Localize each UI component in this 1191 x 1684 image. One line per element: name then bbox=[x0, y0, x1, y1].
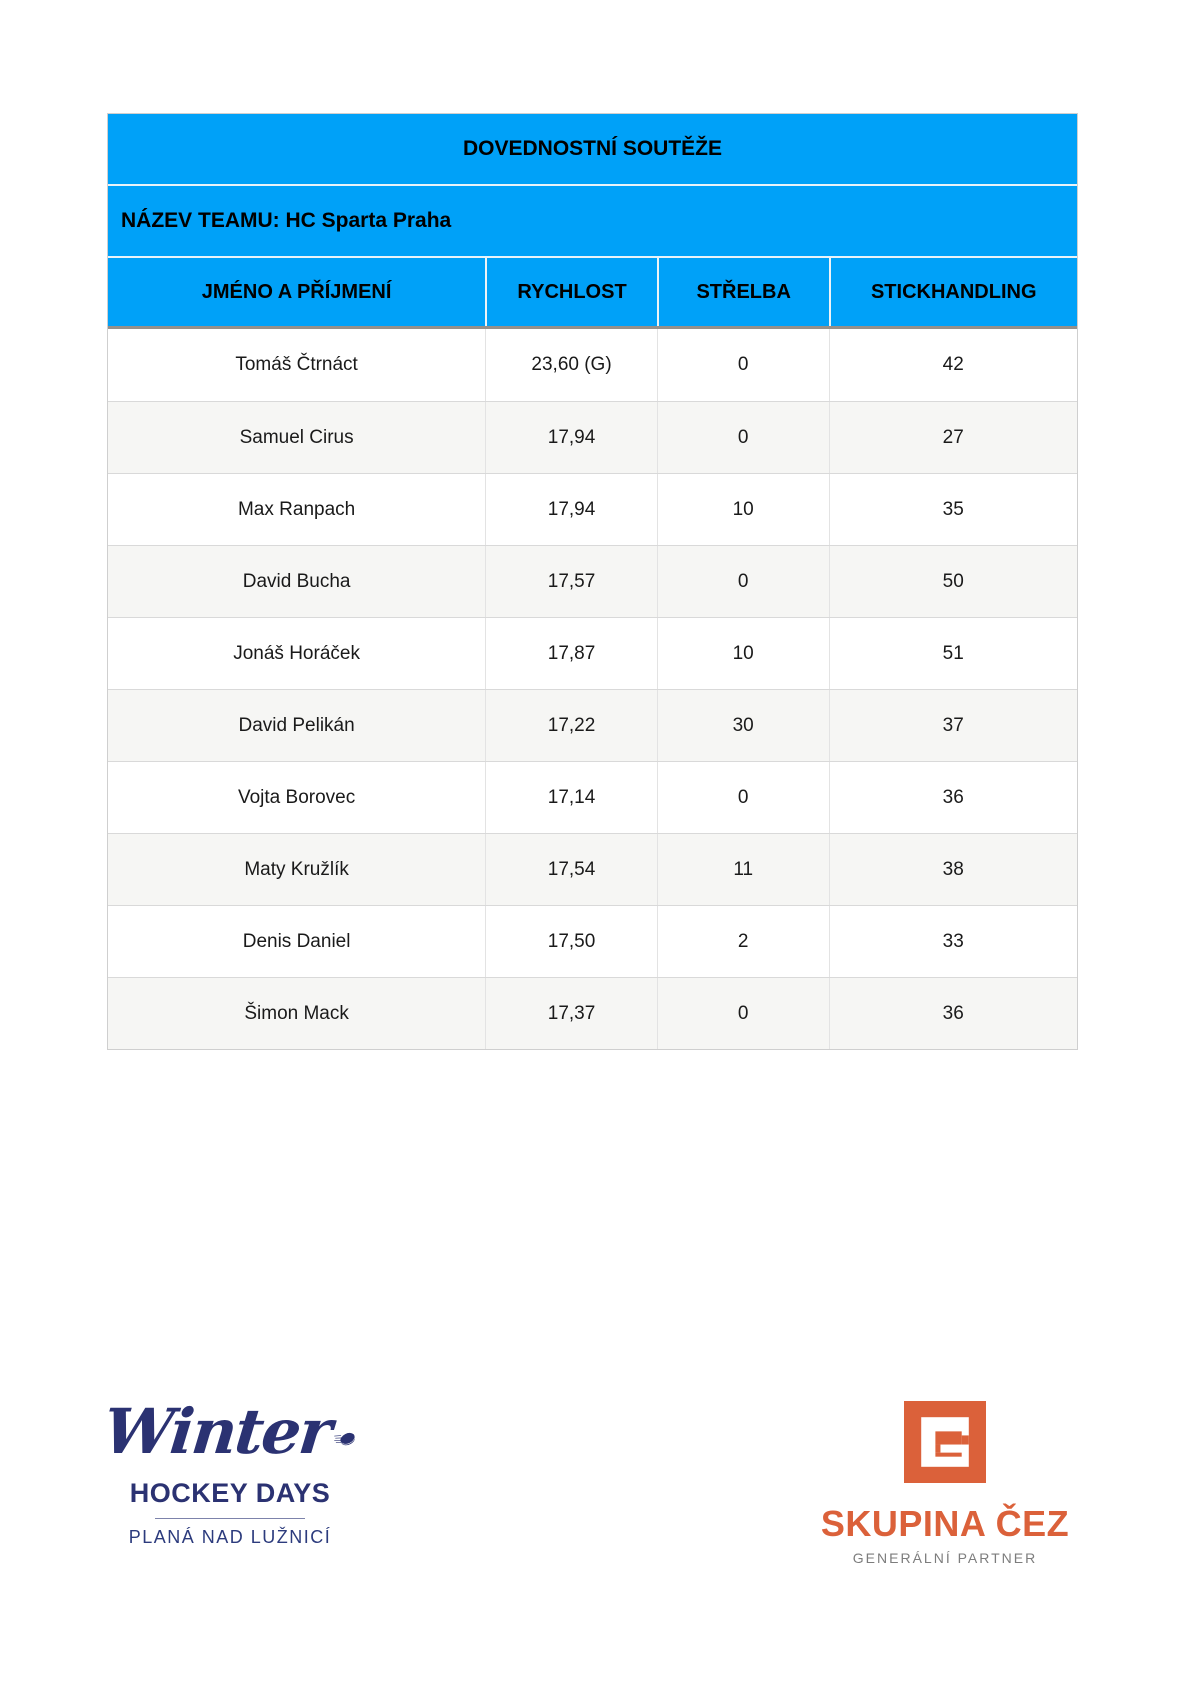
shooting-cell: 0 bbox=[657, 546, 829, 617]
column-header-speed: RYCHLOST bbox=[485, 258, 657, 326]
stickhandling-cell: 36 bbox=[829, 762, 1077, 833]
shooting-cell: 0 bbox=[657, 402, 829, 473]
player-name-cell: Šimon Mack bbox=[244, 1002, 349, 1024]
table-row bbox=[108, 905, 1077, 977]
stickhandling-cell: 36 bbox=[829, 978, 1077, 1049]
shooting-cell: 10 bbox=[657, 474, 829, 545]
plana-nad-luznici-text: PLANÁ NAD LUŽNICÍ bbox=[128, 1527, 332, 1547]
stickhandling-cell: 38 bbox=[829, 834, 1077, 905]
stickhandling-cell: 33 bbox=[829, 906, 1077, 977]
column-header-name: JMÉNO A PŘÍJMENÍ bbox=[201, 280, 392, 303]
player-name-cell: Samuel Cirus bbox=[239, 426, 354, 448]
table-row bbox=[108, 329, 1077, 401]
stickhandling-cell: 27 bbox=[829, 402, 1077, 473]
shooting-cell: 0 bbox=[657, 762, 829, 833]
skupina-cez-text: SKUPINA ČEZ bbox=[820, 1503, 1070, 1544]
table-row bbox=[108, 545, 1077, 617]
table-row bbox=[108, 977, 1077, 1049]
shooting-cell: 2 bbox=[657, 906, 829, 977]
shooting-cell: 0 bbox=[657, 329, 829, 401]
speed-cell: 17,22 bbox=[485, 690, 657, 761]
speed-cell: 17,54 bbox=[485, 834, 657, 905]
shooting-cell: 30 bbox=[657, 690, 829, 761]
player-name-cell: Vojta Borovec bbox=[237, 786, 356, 808]
table-row bbox=[108, 401, 1077, 473]
winter-script-text: Winter bbox=[100, 1395, 334, 1468]
player-name-cell: David Pelikán bbox=[238, 714, 355, 736]
speed-cell: 17,87 bbox=[485, 618, 657, 689]
shooting-cell: 0 bbox=[657, 978, 829, 1049]
table-title: DOVEDNOSTNÍ SOUTĚŽE bbox=[108, 114, 1077, 186]
speed-cell: 17,14 bbox=[485, 762, 657, 833]
column-header-row bbox=[108, 258, 1077, 329]
player-name-cell: Maty Kružlík bbox=[244, 858, 349, 880]
speed-cell: 17,50 bbox=[485, 906, 657, 977]
team-name-row: NÁZEV TEAMU: HC Sparta Praha bbox=[108, 186, 1077, 258]
table-row bbox=[108, 617, 1077, 689]
winter-hockey-days-logo bbox=[100, 1392, 356, 1548]
stickhandling-cell: 50 bbox=[829, 546, 1077, 617]
hockey-puck-icon bbox=[334, 1406, 356, 1472]
stickhandling-cell: 51 bbox=[829, 618, 1077, 689]
table-row bbox=[108, 833, 1077, 905]
table-row bbox=[108, 473, 1077, 545]
table-body bbox=[108, 329, 1077, 1049]
table-row bbox=[108, 689, 1077, 761]
stickhandling-cell: 42 bbox=[829, 329, 1077, 401]
speed-cell: 17,57 bbox=[485, 546, 657, 617]
skills-table bbox=[107, 113, 1078, 1050]
player-name-cell: David Bucha bbox=[242, 570, 351, 592]
speed-cell: 17,94 bbox=[485, 474, 657, 545]
player-name-cell: Tomáš Čtrnáct bbox=[235, 354, 358, 375]
shooting-cell: 11 bbox=[657, 834, 829, 905]
speed-cell: 23,60 (G) bbox=[485, 329, 657, 401]
skupina-cez-logo bbox=[820, 1401, 1070, 1566]
speed-cell: 17,37 bbox=[485, 978, 657, 1049]
player-name-cell: Denis Daniel bbox=[242, 930, 351, 952]
generalni-partner-text: GENERÁLNÍ PARTNER bbox=[852, 1550, 1038, 1566]
shooting-cell: 10 bbox=[657, 618, 829, 689]
player-name-cell: Jonáš Horáček bbox=[233, 642, 360, 664]
stickhandling-cell: 37 bbox=[829, 690, 1077, 761]
player-name-cell: Max Ranpach bbox=[237, 498, 356, 520]
column-header-stickhandling: STICKHANDLING bbox=[829, 258, 1077, 326]
hockey-days-text: HOCKEY DAYS bbox=[129, 1478, 331, 1508]
stickhandling-cell: 35 bbox=[829, 474, 1077, 545]
column-header-shooting: STŘELBA bbox=[657, 258, 829, 326]
speed-cell: 17,94 bbox=[485, 402, 657, 473]
cez-square-e-icon bbox=[904, 1401, 986, 1483]
logo-divider-line bbox=[155, 1518, 305, 1519]
table-row bbox=[108, 761, 1077, 833]
